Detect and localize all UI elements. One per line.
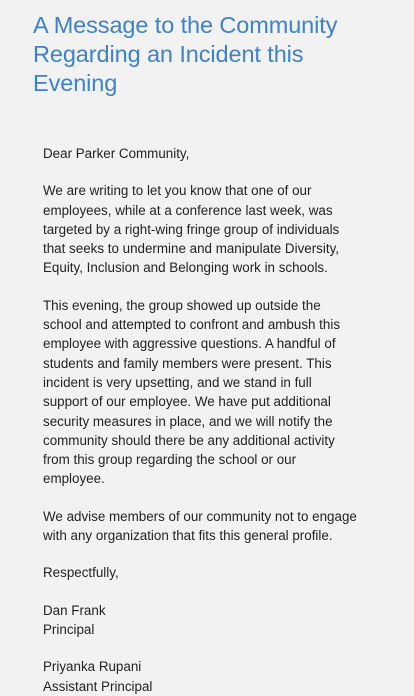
- title-line: Evening: [33, 70, 118, 96]
- paragraph-line: Equity, Inclusion and Belonging work in schools.: [43, 260, 328, 276]
- paragraph-line: school and attempted to confront and ambush this: [43, 317, 341, 333]
- signature-block-principal: [43, 601, 395, 640]
- signature-block-assistant-principal: [43, 657, 395, 696]
- paragraph-line: community should there be any additional activity: [43, 432, 335, 448]
- paragraph-line: We advise members of our community not to engage: [43, 508, 357, 524]
- signer-role: Assistant Principal: [43, 678, 153, 694]
- signer-name: Priyanka Rupani: [43, 659, 142, 675]
- paragraph-line: employee with aggressive questions. A handful of: [43, 336, 336, 352]
- letter-body: [43, 144, 395, 696]
- paragraph-line: that seeks to undermine and manipulate Diversity,: [43, 241, 339, 257]
- closing-text: Respectfully,: [43, 565, 119, 581]
- page-title: [33, 11, 403, 98]
- paragraph-line: employees, while at a conference last week, was: [43, 202, 333, 218]
- greeting: [43, 144, 395, 163]
- paragraph-line: We are writing to let you know that one of our: [43, 183, 312, 199]
- title-line: A Message to the Community: [33, 12, 338, 38]
- paragraph-incident-background: [43, 181, 395, 277]
- paragraph-line: with any organization that fits this general profile.: [43, 528, 333, 544]
- paragraph-line: targeted by a right-wing fringe group of individuals: [43, 221, 340, 237]
- paragraph-line: This evening, the group showed up outside the: [43, 297, 321, 313]
- signer-role: Principal: [43, 621, 95, 637]
- paragraph-line: employee.: [43, 471, 105, 487]
- paragraph-evening-incident: [43, 296, 395, 489]
- paragraph-line: security measures in place, and we will notify the: [43, 413, 333, 429]
- closing: [43, 563, 395, 582]
- paragraph-line: incident is very upsetting, and we stand in full: [43, 374, 312, 390]
- paragraph-line: from this group regarding the school or our: [43, 452, 297, 468]
- title-line: Regarding an Incident this: [33, 41, 304, 67]
- paragraph-line: support of our employee. We have put additional: [43, 394, 331, 410]
- paragraph-line: students and family members were present. This: [43, 355, 332, 371]
- paragraph-advice: [43, 507, 395, 546]
- greeting-text: Dear Parker Community,: [43, 146, 190, 161]
- signer-name: Dan Frank: [43, 602, 106, 618]
